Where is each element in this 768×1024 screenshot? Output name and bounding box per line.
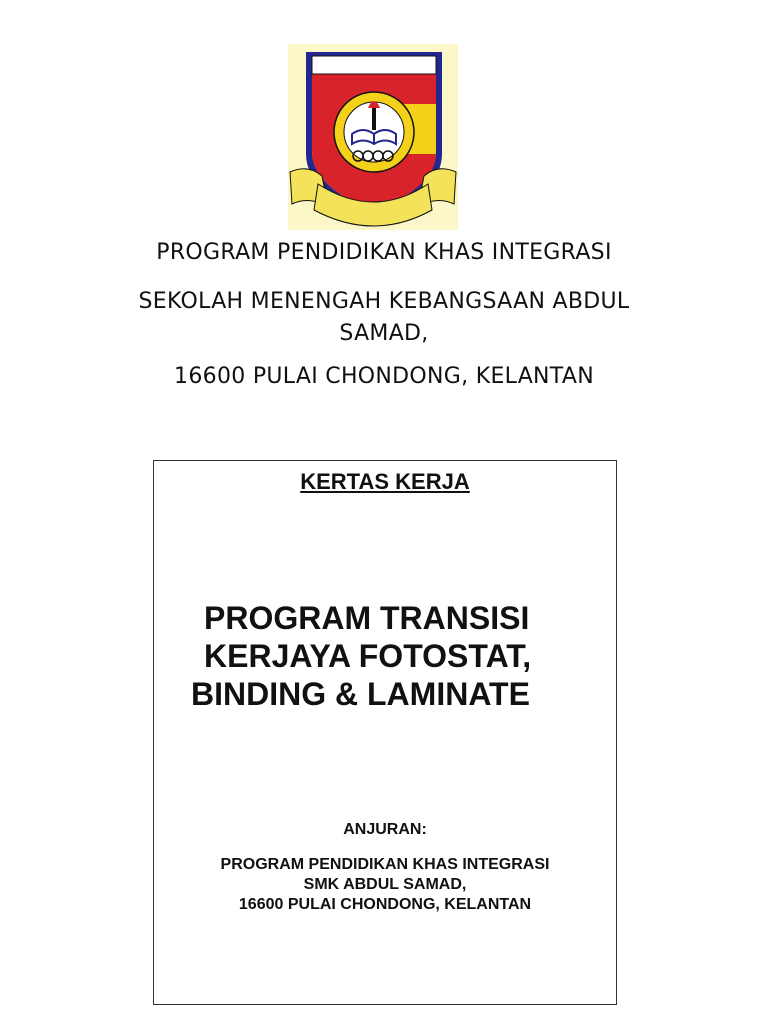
school-name: [0, 286, 768, 350]
crest-graphic: [288, 44, 458, 230]
school-address: 16600 PULAI CHONDONG, KELANTAN: [174, 364, 594, 389]
cover-box: [153, 460, 617, 1005]
document-type: KERTAS KERJA: [300, 469, 470, 494]
organizer-line-3: 16600 PULAI CHONDONG, KELANTAN: [238, 896, 532, 913]
title-line-2: KERJAYA FOTOSTAT,: [204, 638, 532, 674]
title-line-3: BINDING & LAMINATE: [191, 676, 530, 712]
school-name-line-1: SEKOLAH MENENGAH KEBANGSAAN ABDUL: [138, 289, 630, 314]
organizer-line-1: PROGRAM PENDIDIKAN KHAS INTEGRASI: [220, 856, 550, 873]
organizer-label: ANJURAN:: [343, 821, 427, 838]
school-name-line-2: SAMAD,: [339, 321, 429, 346]
program-heading: PROGRAM PENDIDIKAN KHAS INTEGRASI: [156, 240, 612, 265]
title-line-1: PROGRAM TRANSISI: [204, 600, 530, 636]
organizer-line-2: SMK ABDUL SAMAD,: [303, 876, 467, 893]
school-crest: [288, 44, 458, 230]
